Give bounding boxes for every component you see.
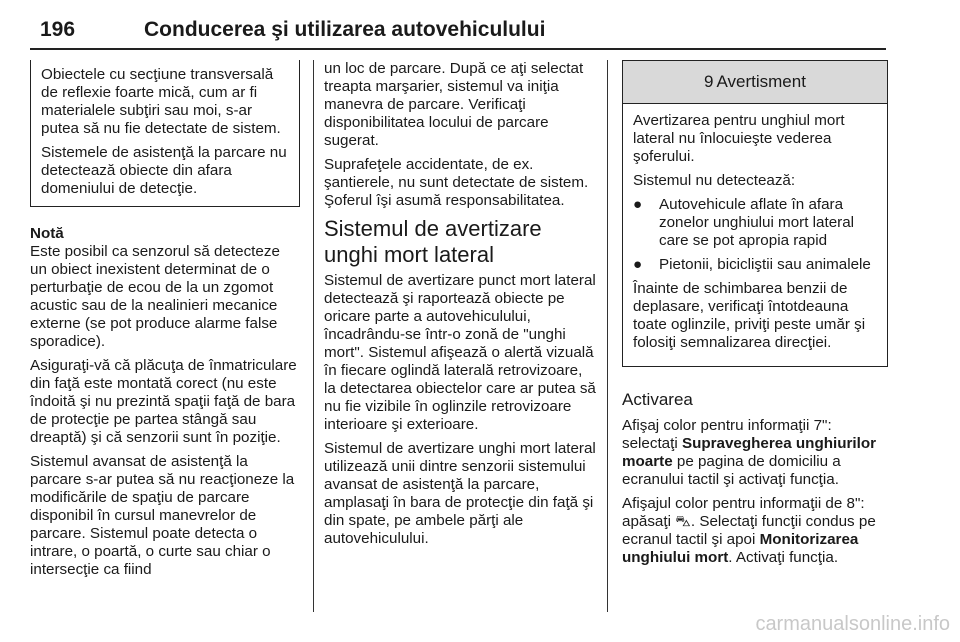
warning-paragraph-2: Sistemul nu detectează: <box>633 172 796 189</box>
bullet-icon: ● <box>633 256 643 273</box>
warning-header <box>623 61 887 104</box>
menu-term-blind-spot-monitor: Monitorizarea unghiului mort <box>622 531 859 566</box>
chapter-title: Conducerea şi utilizarea autovehiculului <box>144 18 546 41</box>
page-number: 196 <box>40 18 76 41</box>
paragraph-surfaces: Suprafeţele accidentate, de ex. şantierele, nu sunt detectate de sistem. Şoferul îşi asumă responsabilitatea. <box>324 156 589 209</box>
box-paragraph-2: Sistemele de asistenţă la parcare nu detectează obiecte din afara domeniului de detecţie. <box>41 144 287 197</box>
watermark: carmanualsonline.info <box>755 613 950 635</box>
paragraph-activation-8in: Afişajul color pentru informaţii de 8": apăsaţi ⛍. Selectaţi funcţii condus pe ecranul tactil şi apoi Monitorizarea unghiului mort. Activaţi funcţia. <box>622 495 876 566</box>
warning-body <box>623 104 887 366</box>
paragraph-plate: Asiguraţi-vă că plăcuţa de înmatriculare din faţă este montată corect (nu este îndoită şi nu prezintă spaţii faţă de bara de protecţie pe partea stângă sau dreaptă) şi că senzorii sunt în poziţie. <box>30 357 297 446</box>
section-heading-blind-spot: Sistemul de avertizare unghi mort lateral <box>324 216 542 267</box>
warning-list <box>633 196 879 274</box>
menu-term-blind-spot: Supravegherea unghiurilor moarte <box>622 435 877 470</box>
bullet-icon: ● <box>633 196 643 213</box>
warning-triangle-icon: 9 <box>704 72 714 91</box>
warning-list-item: ● Autovehicule aflate în afara zonelor unghiului mort lateral care se pot apropia rapid <box>633 196 855 249</box>
paragraph-parking-spot: un loc de parcare. După ce aţi selectat treapta marşarier, sistemul va iniţia manevra de parcare. Verificaţi disponibilitatea locului de parcare sugerat. <box>324 60 584 149</box>
paragraph-advanced-assist: Sistemul avansat de asistenţă la parcare s-ar putea să nu reacţioneze la modificările de spaţiu de parcare disponibil în cursul manevrelor de parcare. Sistemul poate detecta o intrare, o poartă, o curte sau chiar o intersecţie ca fiind <box>30 453 295 578</box>
warning-title: Avertisment <box>716 72 806 91</box>
column-divider-2 <box>607 60 608 612</box>
column-divider-1 <box>313 60 314 612</box>
page-header <box>30 8 886 50</box>
warning-box <box>622 60 888 367</box>
nota-text: Este posibil ca senzorul să detecteze un obiect inexistent determinat de o perturbaţie de ecou de la un zgomot acustic sau de la nealinieri mecanice externe (se pot produce alarme false sporadice). <box>30 243 280 350</box>
column-right <box>622 60 888 573</box>
paragraph-activation-7in: Afişaj color pentru informaţii 7": selectaţi Supravegherea unghiurilor moarte pe pagina de domiciliu a ecranului tactil şi activaţi funcţia. <box>622 417 877 488</box>
paragraph-blind-spot-desc: Sistemul de avertizare punct mort lateral detectează şi raportează obiecte pe oricare parte a autovehiculului, încadrându-se într-o zonă de "unghi mort". Sistemul afişează o alertă vizuală în fiecare oglindă laterală retrovizoare, la detectarea obiectelor care ar putea să nu fie vizibile în oglinzile retrovizoare interioare şi exterioare. <box>324 272 596 433</box>
warning-paragraph-3: Înainte de schimbarea benzii de deplasare, verificaţi întotdeauna toate oglinzile, priviţi peste umăr şi folosiţi semnalizarea direcţiei. <box>633 280 866 351</box>
section-heading-activation: Activarea <box>622 390 693 409</box>
nota-title: Notă <box>30 225 64 242</box>
warning-paragraph-1: Avertizarea pentru unghiul mort lateral nu înlocuieşte vederea şoferului. <box>633 112 845 165</box>
note-box <box>30 60 300 207</box>
paragraph-blind-spot-sensors: Sistemul de avertizare unghi mort lateral utilizează unii dintre senzorii sistemului avansat de asistenţă la parcare, amplasaţi în bara de protecţie din faţă şi din spate, pe ambele părţi ale autovehiculului. <box>324 440 596 547</box>
column-left <box>30 60 300 585</box>
warning-list-item: ● Pietonii, bicicliştii sau animalele <box>633 256 871 273</box>
box-paragraph-1: Obiectele cu secţiune transversală de reflexie foarte mică, cum ar fi materialele subţiri sau moi, s-ar putea să nu fie detectate de sistem. <box>41 66 281 137</box>
car-icon: ⛍ <box>675 513 691 530</box>
column-middle <box>324 60 596 554</box>
